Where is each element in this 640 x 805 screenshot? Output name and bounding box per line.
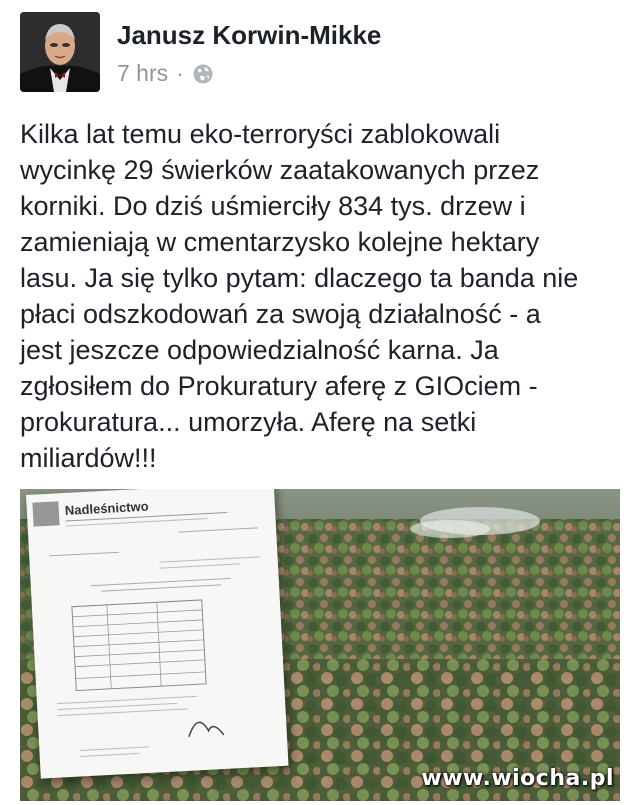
watermark: www.wiocha.pl xyxy=(421,766,614,791)
avatar-portrait xyxy=(20,12,100,92)
document-scan xyxy=(26,489,289,779)
avatar[interactable] xyxy=(20,12,100,92)
meta-separator: · xyxy=(176,60,184,86)
post-meta xyxy=(117,60,214,87)
author-name[interactable]: Janusz Korwin-Mikke xyxy=(117,20,382,50)
document-heading: Nadleśnictwo xyxy=(64,498,149,518)
post-header xyxy=(20,12,620,92)
post-text: Kilka lat temu eko-terroryści zablokowali wycinkę 29 świerków zaatakowanych przez korniki. Do dziś uśmierciły 834 tys. drzew i zamieniają w cmentarzysko kolejne hektary lasu. Ja się tylko pytam: dlaczego ta banda nie płaci odszkodowań za swoją działalność - a jest jeszcze odpowiedzialność karna. Ja zgłosiłem do Prokuratury aferę z GIOciem - prokuratura... umorzyła. Aferę na setki miliardów!!! xyxy=(20,119,579,473)
document-content xyxy=(26,489,289,779)
post-photo[interactable] xyxy=(20,489,620,801)
post-timestamp[interactable]: 7 hrs xyxy=(117,60,169,86)
globe-icon xyxy=(192,63,214,85)
